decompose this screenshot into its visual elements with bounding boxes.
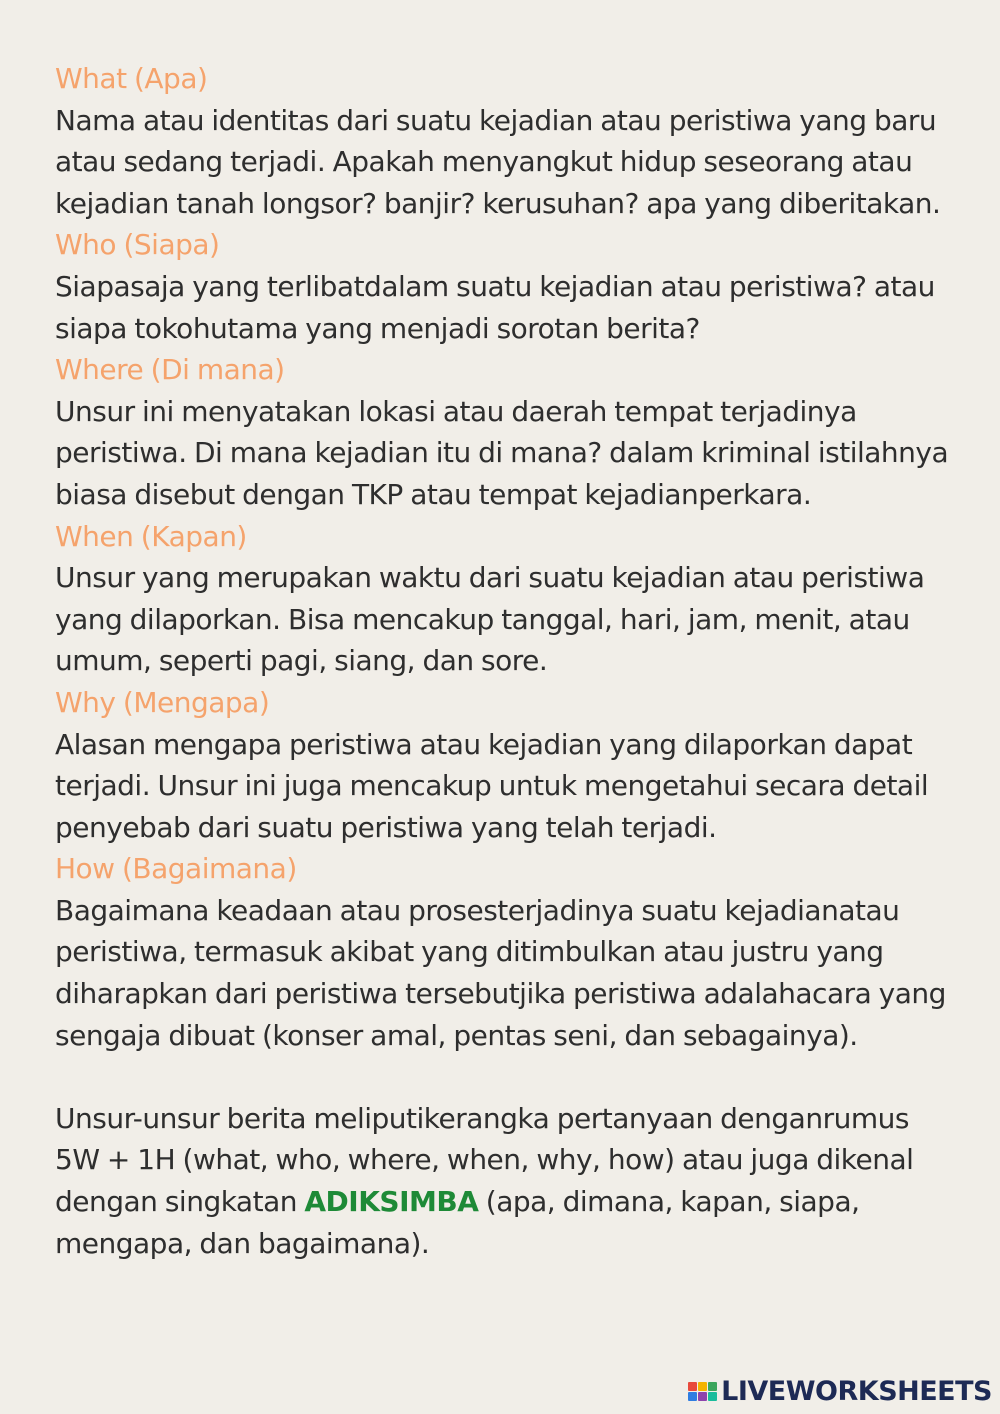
brand-name: LIVEWORKSHEETS xyxy=(721,1375,992,1407)
logo-square xyxy=(688,1392,697,1401)
section-text-who: Siapasaja yang terlibatdalam suatu kejadian atau peristiwa? atau siapa tokohutama yang menjadi sorotan berita? xyxy=(55,269,935,345)
logo-square xyxy=(708,1392,717,1401)
section-title-where: Where (Di mana) xyxy=(55,353,285,387)
section-title-who: Who (Siapa) xyxy=(55,228,220,262)
logo-square xyxy=(688,1382,697,1391)
summary-text-after: (apa, dimana, kapan, siapa, mengapa, dan bagaimana). xyxy=(55,1185,860,1260)
section-title-when: When (Kapan) xyxy=(55,519,247,553)
logo-square xyxy=(698,1392,707,1401)
section-text-when: Unsur yang merupakan waktu dari suatu kejadian atau peristiwa yang dilaporkan. Bisa mencakup tanggal, hari, jam, menit, atau umum, seperti pagi, siang, dan sore. xyxy=(55,561,925,678)
summary-highlight: ADIKSIMBA xyxy=(304,1185,479,1219)
liveworksheets-brand xyxy=(688,1374,992,1408)
section-text-how: Bagaimana keadaan atau prosesterjadinya suatu kejadianatau peristiwa, termasuk akibat yang ditimbulkan atau justru yang diharapkan dari peristiwa tersebutjika peristiwa adalahacara yang sengaja dibuat (konser amal, pentas seni, dan sebagainya). xyxy=(55,893,946,1052)
liveworksheets-logo-icon xyxy=(688,1382,717,1401)
section-title-what: What (Apa) xyxy=(55,62,208,95)
document-body xyxy=(55,58,955,1264)
section-title-how: How (Bagaimana) xyxy=(55,852,297,886)
section-text-what: Nama atau identitas dari suatu kejadian atau peristiwa yang baru atau sedang terjadi. Apakah menyangkut hidup seseorang atau kejadian tanah longsor? banjir? kerusuhan? apa yang diberitakan. xyxy=(55,103,941,220)
summary-text-before: Unsur-unsur berita meliputikerangka pertanyaan denganrumus 5W + 1H (what, who, where, when, why, how) atau juga dikenal dengan singkatan xyxy=(55,1101,914,1219)
summary-paragraph xyxy=(55,1098,955,1264)
section-text-why: Alasan mengapa peristiwa atau kejadian yang dilaporkan dapat terjadi. Unsur ini juga mencakup untuk mengetahui secara detail penyebab dari suatu peristiwa yang telah terjadi. xyxy=(55,727,929,844)
section-title-why: Why (Mengapa) xyxy=(55,685,270,719)
logo-square xyxy=(708,1382,717,1391)
section-text-where: Unsur ini menyatakan lokasi atau daerah tempat terjadinya peristiwa. Di mana kejadian itu di mana? dalam kriminal istilahnya biasa disebut dengan TKP atau tempat kejadianperkara. xyxy=(55,394,949,511)
logo-square xyxy=(698,1382,707,1391)
